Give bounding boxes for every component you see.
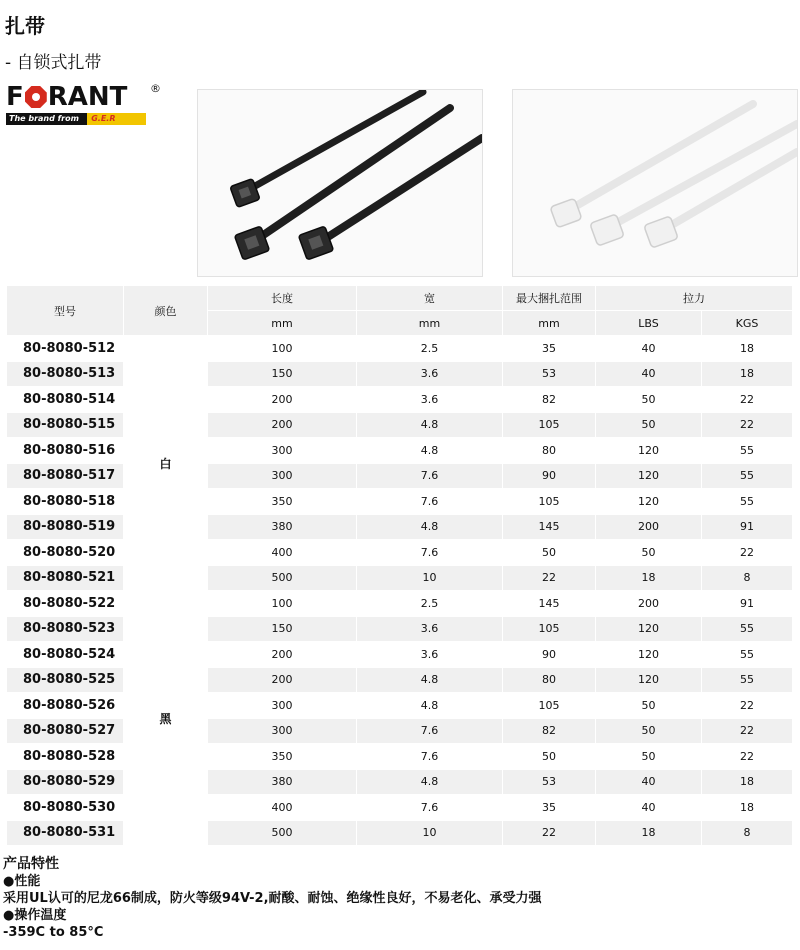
cell-width: 4.8 — [357, 514, 503, 540]
cell-kgs: 22 — [702, 387, 793, 413]
cell-width: 10 — [357, 820, 503, 846]
cell-color-group: 黑 — [124, 591, 208, 846]
cell-length: 150 — [208, 616, 357, 642]
cell-width: 7.6 — [357, 795, 503, 821]
header-row — [7, 286, 793, 311]
cell-length: 350 — [208, 744, 357, 770]
header-bundle-range: 最大捆扎范围 — [503, 286, 596, 311]
logo-tagline — [6, 113, 146, 125]
cell-length: 300 — [208, 718, 357, 744]
cell-kgs: 91 — [702, 591, 793, 617]
table-row — [7, 336, 793, 362]
unit-length: mm — [208, 311, 357, 336]
cell-lbs: 40 — [596, 769, 702, 795]
spec-table — [6, 285, 793, 846]
cell-width: 3.6 — [357, 642, 503, 668]
product-features — [3, 856, 542, 941]
cell-width: 7.6 — [357, 718, 503, 744]
cell-model: 80-8080-525 — [7, 667, 124, 693]
cell-model: 80-8080-513 — [7, 361, 124, 387]
cell-kgs: 18 — [702, 361, 793, 387]
table-row — [7, 591, 793, 617]
cell-length: 200 — [208, 387, 357, 413]
cell-width: 7.6 — [357, 463, 503, 489]
spec-table-body — [7, 336, 793, 846]
cell-width: 4.8 — [357, 438, 503, 464]
cell-bundle: 90 — [503, 463, 596, 489]
cell-model: 80-8080-515 — [7, 412, 124, 438]
cell-length: 380 — [208, 769, 357, 795]
unit-kgs: KGS — [702, 311, 793, 336]
cell-kgs: 22 — [702, 540, 793, 566]
cell-length: 100 — [208, 336, 357, 362]
cell-lbs: 50 — [596, 718, 702, 744]
cell-model: 80-8080-528 — [7, 744, 124, 770]
cell-kgs: 18 — [702, 769, 793, 795]
cell-lbs: 50 — [596, 387, 702, 413]
header-width: 宽 — [357, 286, 503, 311]
cell-width: 3.6 — [357, 387, 503, 413]
cell-kgs: 8 — [702, 565, 793, 591]
page-subtitle: - 自锁式扎带 — [5, 53, 102, 73]
cell-length: 400 — [208, 540, 357, 566]
cell-kgs: 22 — [702, 693, 793, 719]
cell-lbs: 120 — [596, 667, 702, 693]
cell-bundle: 35 — [503, 795, 596, 821]
cell-lbs: 50 — [596, 744, 702, 770]
unit-bundle: mm — [503, 311, 596, 336]
tagline-brand-from: The brand from — [6, 113, 87, 125]
features-heading: 产品特性 — [3, 856, 59, 872]
registered-mark: ® — [150, 82, 161, 95]
cell-model: 80-8080-517 — [7, 463, 124, 489]
cell-length: 380 — [208, 514, 357, 540]
cell-lbs: 18 — [596, 820, 702, 846]
cell-width: 7.6 — [357, 540, 503, 566]
header-color: 颜色 — [124, 286, 208, 336]
cell-length: 150 — [208, 361, 357, 387]
cell-model: 80-8080-523 — [7, 616, 124, 642]
forant-logo — [6, 82, 166, 126]
cell-kgs: 55 — [702, 616, 793, 642]
logo-letters-rant: RANT — [47, 82, 128, 112]
cell-width: 3.6 — [357, 616, 503, 642]
cell-bundle: 50 — [503, 540, 596, 566]
cell-width: 10 — [357, 565, 503, 591]
black-cable-tie-icon — [198, 90, 482, 276]
cell-kgs: 22 — [702, 718, 793, 744]
cell-length: 500 — [208, 820, 357, 846]
cell-kgs: 55 — [702, 489, 793, 515]
performance-text: 采用UL认可的尼龙66制成，防火等级94V-2,耐酸、耐蚀、绝缘性良好，不易老化、承受力强 — [3, 891, 542, 906]
cell-kgs: 55 — [702, 463, 793, 489]
cell-kgs: 18 — [702, 795, 793, 821]
unit-width: mm — [357, 311, 503, 336]
cell-bundle: 80 — [503, 667, 596, 693]
cell-width: 3.6 — [357, 361, 503, 387]
cell-lbs: 40 — [596, 361, 702, 387]
cell-kgs: 22 — [702, 412, 793, 438]
cell-kgs: 55 — [702, 438, 793, 464]
cell-lbs: 50 — [596, 693, 702, 719]
cell-bundle: 53 — [503, 769, 596, 795]
cell-length: 300 — [208, 463, 357, 489]
cell-width: 7.6 — [357, 489, 503, 515]
cell-width: 7.6 — [357, 744, 503, 770]
header-tensile: 拉力 — [596, 286, 793, 311]
cell-kgs: 8 — [702, 820, 793, 846]
cell-bundle: 80 — [503, 438, 596, 464]
cell-length: 200 — [208, 667, 357, 693]
cell-model: 80-8080-529 — [7, 769, 124, 795]
cell-width: 2.5 — [357, 336, 503, 362]
cell-model: 80-8080-512 — [7, 336, 124, 362]
header-length: 长度 — [208, 286, 357, 311]
temperature-text: -359C to 85°C — [3, 925, 104, 940]
product-photo-black — [197, 89, 483, 277]
unit-lbs: LBS — [596, 311, 702, 336]
cell-length: 350 — [208, 489, 357, 515]
cell-lbs: 120 — [596, 616, 702, 642]
white-cable-tie-icon — [513, 90, 797, 276]
cell-model: 80-8080-519 — [7, 514, 124, 540]
cell-kgs: 18 — [702, 336, 793, 362]
nut-icon — [25, 86, 47, 108]
page-title: 扎带 — [5, 14, 45, 38]
header-model: 型号 — [7, 286, 124, 336]
cell-lbs: 18 — [596, 565, 702, 591]
cell-length: 500 — [208, 565, 357, 591]
cell-length: 300 — [208, 438, 357, 464]
cell-bundle: 22 — [503, 565, 596, 591]
cell-lbs: 120 — [596, 463, 702, 489]
cell-lbs: 40 — [596, 795, 702, 821]
cell-lbs: 200 — [596, 591, 702, 617]
cell-bundle: 145 — [503, 591, 596, 617]
cell-bundle: 105 — [503, 616, 596, 642]
cell-kgs: 91 — [702, 514, 793, 540]
cell-lbs: 120 — [596, 642, 702, 668]
temperature-label: ●操作温度 — [3, 908, 67, 923]
cell-model: 80-8080-531 — [7, 820, 124, 846]
cell-bundle: 105 — [503, 489, 596, 515]
cell-model: 80-8080-522 — [7, 591, 124, 617]
cell-bundle: 90 — [503, 642, 596, 668]
cell-bundle: 82 — [503, 718, 596, 744]
cell-bundle: 35 — [503, 336, 596, 362]
logo-letter-f: F — [6, 82, 24, 112]
cell-length: 200 — [208, 412, 357, 438]
cell-model: 80-8080-514 — [7, 387, 124, 413]
cell-lbs: 120 — [596, 438, 702, 464]
cell-length: 100 — [208, 591, 357, 617]
cell-model: 80-8080-527 — [7, 718, 124, 744]
cell-kgs: 55 — [702, 667, 793, 693]
performance-label: ●性能 — [3, 874, 41, 889]
cell-bundle: 50 — [503, 744, 596, 770]
cell-bundle: 53 — [503, 361, 596, 387]
cell-bundle: 105 — [503, 693, 596, 719]
cell-length: 400 — [208, 795, 357, 821]
cell-color-group: 白 — [124, 336, 208, 591]
cell-model: 80-8080-524 — [7, 642, 124, 668]
cell-length: 200 — [208, 642, 357, 668]
cell-lbs: 40 — [596, 336, 702, 362]
cell-model: 80-8080-526 — [7, 693, 124, 719]
cell-lbs: 120 — [596, 489, 702, 515]
tagline-ger: G.E.R — [87, 113, 146, 125]
cell-width: 4.8 — [357, 667, 503, 693]
cell-model: 80-8080-521 — [7, 565, 124, 591]
cell-lbs: 50 — [596, 540, 702, 566]
cell-lbs: 50 — [596, 412, 702, 438]
cell-model: 80-8080-516 — [7, 438, 124, 464]
cell-model: 80-8080-520 — [7, 540, 124, 566]
cell-model: 80-8080-518 — [7, 489, 124, 515]
cell-bundle: 22 — [503, 820, 596, 846]
cell-lbs: 200 — [596, 514, 702, 540]
cell-width: 2.5 — [357, 591, 503, 617]
cell-model: 80-8080-530 — [7, 795, 124, 821]
cell-width: 4.8 — [357, 693, 503, 719]
cell-length: 300 — [208, 693, 357, 719]
cell-width: 4.8 — [357, 769, 503, 795]
cell-width: 4.8 — [357, 412, 503, 438]
cell-kgs: 22 — [702, 744, 793, 770]
cell-bundle: 82 — [503, 387, 596, 413]
cell-bundle: 145 — [503, 514, 596, 540]
cell-bundle: 105 — [503, 412, 596, 438]
cell-kgs: 55 — [702, 642, 793, 668]
logo-wordmark — [6, 82, 166, 112]
product-photo-white — [512, 89, 798, 277]
